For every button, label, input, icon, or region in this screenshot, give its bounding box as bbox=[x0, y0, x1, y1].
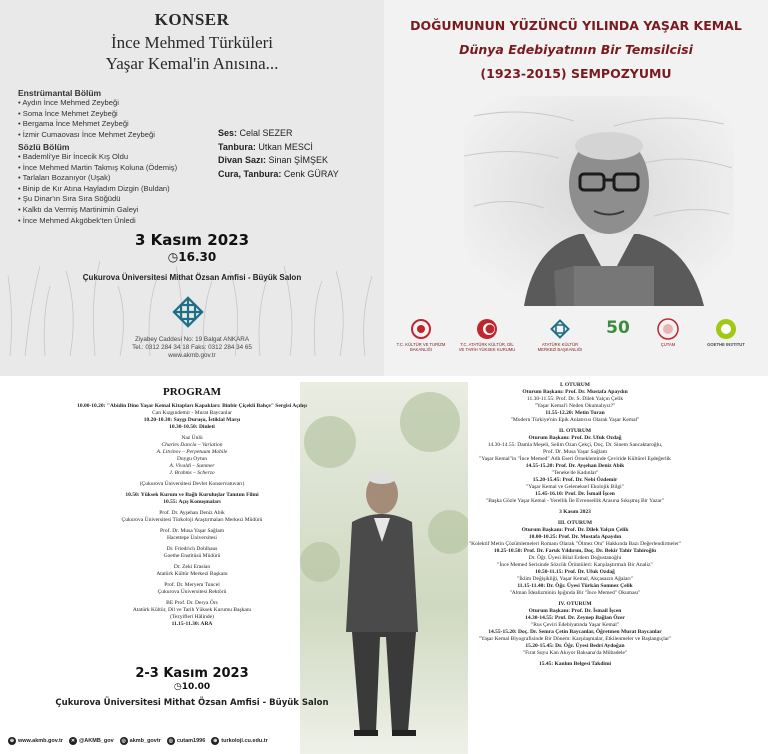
program-line: J. Brahms – Scherzo bbox=[169, 470, 215, 476]
symposium-years: (1923-2015) SEMPOZYUMU bbox=[480, 66, 672, 81]
akm-knot-logo-icon bbox=[168, 292, 208, 332]
list-item: • Kalktı da Vermiş Martinimin Galeyi bbox=[18, 205, 177, 216]
program-line: IV. OTURUM bbox=[558, 601, 592, 607]
performer-name: Celal SEZER bbox=[239, 128, 293, 138]
program-line: 11.30-11.55: Prof. Dr. S. Dilek Yalçın Çelik bbox=[526, 396, 624, 402]
program-right-column bbox=[390, 382, 760, 668]
program-line: "Rus Çeviri Edebiyatında Yaşar Kemal" bbox=[530, 622, 620, 628]
program-line: BE Prof. Dr. Derya Örs bbox=[166, 600, 218, 606]
program-line: "Yaşar Kemal'i Neden Okumalıyız?" bbox=[534, 403, 616, 409]
cutam-emblem-icon bbox=[657, 318, 679, 340]
ministry-emblem-icon bbox=[410, 318, 432, 340]
list-item: • İzmir Cumaovası İnce Mehmet Zeybeği bbox=[18, 130, 155, 141]
knot-emblem-icon bbox=[549, 318, 571, 340]
contact-address: Ziyabey Caddesi No: 19 Balgat ANKARA bbox=[134, 336, 250, 343]
program-line: Atatürk Kültür Merkezi Başkanı bbox=[156, 571, 228, 577]
program-line: 10.00-10.20: "Abidin Dino Yaşar Kemal Kitapları Kapakları: Binbir Çiçekli Bahçe" Sergisi Açılışı bbox=[77, 403, 307, 409]
program-line: 14.55-15.20: Doç. Dr. Semra Çetin Baycanlar, Öğretmen Murat Baycanlar bbox=[488, 629, 662, 635]
program-line: "Yaşar Kemal Biyografisinde Bir Dönem: Karşılaşmalar, Etkilenmeler ve Başlangıçlar" bbox=[478, 636, 672, 642]
program-line: 15.20-15.45: Dr. Öğr. Üyesi Bedri Aydoğan bbox=[525, 643, 625, 649]
program-line: Çukurova Üniversitesi Rektörü bbox=[157, 589, 227, 595]
goethe-emblem-icon bbox=[715, 318, 737, 340]
contact-web: www.akmb.gov.tr bbox=[168, 352, 216, 359]
vocal-list bbox=[18, 152, 177, 226]
sponsor-logo bbox=[646, 318, 690, 347]
list-item: • Bergama İnce Mehmet Zeybeği bbox=[18, 119, 155, 130]
twitter-icon: ✕ bbox=[70, 738, 76, 744]
social-handle: @AKMB_gov bbox=[78, 738, 114, 744]
program-line: "Teneke'de Kadınlar" bbox=[551, 470, 599, 476]
program-line: "İklim Değişikliği, Yaşar Kemal, Akçasazın Ağaları" bbox=[517, 576, 633, 582]
program-line: 14.30-14.55: Damla Meşeli, Selim Ozan Çekçi, Doç. Dr. Sinem Sancaktaroğlu, bbox=[487, 442, 663, 448]
program-line: 11.15-11.40: Dr. Öğr. Üyesi Türkân Somnez Çelik bbox=[517, 583, 633, 589]
program-poster bbox=[0, 376, 768, 754]
contact-phone: Tel.: 0312 284 34 18 Faks: 0312 284 34 65 bbox=[132, 344, 252, 351]
sponsor-name: ATATÜRK KÜLTÜR MERKEZİ BAŞKANLIĞI bbox=[537, 342, 583, 352]
program-line: Prof. Dr. Ayşehan Deniz Abik bbox=[159, 510, 225, 516]
concert-subtitle: Yaşar Kemal'in Anısına... bbox=[105, 54, 279, 73]
sponsor-name: ÇUTAM bbox=[660, 342, 676, 347]
program-line: 10.30-10.50: Dinleti bbox=[169, 424, 215, 430]
list-item: • İnce Mehmed Akgöbek'ten Ünledi bbox=[18, 216, 177, 227]
performer-role: Cura, Tanbura: bbox=[218, 168, 282, 179]
program-line: Oturum Başkanı: Prof. Dr. Mustafa Apaydın bbox=[522, 389, 628, 395]
performer bbox=[218, 127, 339, 141]
performer bbox=[218, 168, 339, 182]
sponsor-name: T.C. KÜLTÜR VE TURİZM BAKANLIĞI bbox=[396, 342, 446, 352]
sponsor-logo bbox=[698, 318, 754, 347]
concert-heading: KONSER bbox=[154, 10, 230, 29]
program-line: 11.55-12.20: Metin Turan bbox=[545, 410, 605, 416]
program-line: Naz Ünlü bbox=[181, 435, 203, 441]
program-line: A. Litvinov – Perpetuum Mobile bbox=[156, 449, 228, 455]
list-item: • Tarlaları Bozanıyor (Uşak) bbox=[18, 173, 177, 184]
instrumental-list bbox=[18, 98, 155, 140]
program-line: "İnce Memed Serisinde Sözcük Örüntüleri: Karşılaştırmalı Bir Analiz" bbox=[497, 562, 653, 568]
performer bbox=[218, 141, 339, 155]
symposium-date: 2-3 Kasım 2023 bbox=[135, 666, 249, 681]
program-line: Çukurova Üniversitesi Türkoloji Araştırmaları Merkezi Müdürü bbox=[121, 517, 263, 523]
social-handle: akmb_govtr bbox=[129, 738, 161, 744]
program-line: Oturum Başkanı: Prof. Dr. Ufuk Ozdağ bbox=[528, 435, 622, 441]
instrumental-heading: Enstrümantal Bölüm bbox=[18, 88, 102, 98]
program-line: "Modern Türkiye'nin Epik Anlatıcısı Olarak Yaşar Kemal" bbox=[510, 417, 640, 423]
program-line: (Çukurova Üniversitesi Devlet Konservatuvarı) bbox=[139, 481, 245, 487]
program-line: 10.25-10.50: Prof. Dr. Faruk Yıldırım, Doç. Dr. Bekir Tahir Tahiroğlu bbox=[493, 548, 657, 554]
performer-role: Divan Sazı: bbox=[218, 155, 267, 165]
social-links bbox=[8, 737, 368, 745]
clock-icon: ◷ bbox=[167, 250, 179, 264]
program-line: "Fırat Suyu Kan Akıyor Baksana'da Mübadele" bbox=[522, 650, 628, 656]
performer bbox=[218, 154, 339, 168]
social-handle: www.akmb.gov.tr bbox=[18, 738, 63, 744]
program-line: "Başka Gözle Yaşar Kemal - Yerellik İle Evrensellik Arasına Sıkışmış Bir Yazar" bbox=[485, 498, 665, 504]
program-line: I. OTURUM bbox=[560, 382, 590, 388]
social-link[interactable] bbox=[167, 737, 205, 745]
program-line: 14.30-14.55: Prof. Dr. Zeynep Bağlan Özer bbox=[525, 615, 625, 621]
social-link[interactable] bbox=[8, 737, 63, 745]
symposium-venue: Çukurova Üniversitesi Mithat Özsan Amfisi - Büyük Salon bbox=[55, 698, 329, 708]
program-line: "Alman İdealizminin Işığında Bir "İnce Memed" Okuması" bbox=[509, 590, 641, 596]
social-link[interactable] bbox=[69, 737, 114, 745]
list-item: • Şu Dinar'ın Sıra Sıra Söğüdü bbox=[18, 194, 177, 205]
sponsor-name: GOETHE INSTITUT bbox=[707, 342, 745, 347]
program-line: Prof. Dr. Musa Yaşar Sağlam bbox=[542, 449, 607, 455]
performer-name: Cenk GÜRAY bbox=[283, 168, 339, 179]
program-line: Charles Dancla – Variation bbox=[161, 442, 223, 448]
program-left-column bbox=[0, 403, 384, 628]
symposium-panel bbox=[384, 0, 768, 376]
concert-subtitle: İnce Mehmed Türküleri bbox=[110, 33, 274, 52]
symposium-subtitle: Dünya Edebiyatının Bir Temsilcisi bbox=[459, 42, 693, 57]
web-icon: ⊕ bbox=[9, 738, 15, 744]
program-line: "Yaşar Kemal ve Geleneksel Ekolojik Bilgi" bbox=[526, 484, 624, 490]
program-line: 14.55-15.20: Prof. Dr. Ayşehan Deniz Abik bbox=[525, 463, 625, 469]
program-line: Duygu Oytun bbox=[176, 456, 208, 462]
web-icon: ⊕ bbox=[213, 738, 218, 744]
program-line: 10.50: Yüksek Kurum ve Bağlı Kuruluşlar Tanıtım Filmi bbox=[125, 492, 259, 498]
performer-role: Tanbura: bbox=[218, 141, 256, 152]
program-line: 11.15-11.30: ARA bbox=[171, 621, 213, 627]
list-item: • Bademli'ye Bir İncecik Kış Oldu bbox=[18, 152, 177, 163]
performer-role: Ses: bbox=[218, 128, 238, 138]
program-line: 15.20-15.45: Prof. Dr. Nebi Özdemir bbox=[532, 477, 618, 483]
program-line: Dr. Friedrich Dohlhaus bbox=[166, 546, 218, 552]
program-line: 15.45-16.10: Prof. Dr. İsmail İşcen bbox=[535, 491, 615, 497]
program-line: 10.00-10.25: Prof. Dr. Mustafa Apaydın bbox=[528, 534, 622, 540]
sponsor-logo bbox=[600, 318, 636, 340]
program-line: 10.55: Açış Konuşmaları bbox=[163, 499, 221, 505]
program-line: Can Kızgındemir - Murat Baycanlar bbox=[152, 410, 232, 416]
program-line: Oturum Başkanı: Prof. Dr. İsmail İşcen bbox=[528, 608, 622, 614]
program-line: 10.20-10.30: Saygı Duruşu, İstiklal Marşı bbox=[143, 417, 241, 423]
program-line: Prof. Dr. Musa Yaşar Sağlam bbox=[159, 528, 224, 534]
program-line: "Kolektif Metin Çözümlemeleri Romanı Olarak "Ölmez Otu" Hakkında Bazı Değerlendirmeler" bbox=[468, 541, 682, 547]
list-item: • İnce Mehmed Martin Takmış Koluna (Ödemiş) bbox=[18, 163, 177, 174]
social-link[interactable] bbox=[120, 737, 161, 745]
program-line: "Yaşar Kemal"in "İnce Memed" Adlı Eseri Örnekleminde Çeviride Kültürel Eşdeğerlik bbox=[479, 456, 671, 462]
program-line: 15.45: Kanlım Belgesi Takdimi bbox=[538, 661, 612, 667]
sponsor-logo bbox=[458, 318, 516, 352]
program-line: Oturum Başkanı: Prof. Dr. Dilek Yalçın Çelik bbox=[521, 527, 629, 533]
performers-list bbox=[218, 127, 339, 181]
concert-date: 3 Kasım 2023 bbox=[134, 231, 250, 249]
list-item: • Aydın İnce Mehmed Zeybeği bbox=[18, 98, 155, 109]
list-item: • Soma İnce Mehmet Zeybeği bbox=[18, 109, 155, 120]
social-handle: turkoloji.cu.edu.tr bbox=[221, 738, 268, 744]
program-line: II. OTURUM bbox=[558, 428, 592, 434]
sponsor-logo bbox=[534, 318, 586, 352]
anniversary-logo: 50 bbox=[606, 318, 630, 338]
concert-panel bbox=[0, 0, 384, 376]
program-line: 3 Kasım 2023 bbox=[559, 509, 591, 515]
instagram-icon: ◎ bbox=[121, 738, 126, 744]
program-line: Atatürk Kültür, Dil ve Tarih Yüksek Kurumu Başkanı bbox=[132, 607, 252, 613]
sponsor-logo bbox=[396, 318, 446, 352]
instagram-icon: ◎ bbox=[168, 738, 174, 744]
social-handle: cutam1996 bbox=[176, 738, 206, 744]
program-line: Dr. Zeki Eraslan bbox=[173, 564, 211, 570]
concert-venue: Çukurova Üniversitesi Mithat Özsan Amfisi - Büyük Salon bbox=[82, 273, 302, 282]
symposium-time bbox=[0, 682, 384, 692]
performer-name: Sinan ŞİMŞEK bbox=[268, 155, 329, 165]
program-line: Dr. Öğr. Üyesi Bilal Erdem Doğustanoğlu bbox=[528, 555, 622, 561]
program-line: 10.50-11.15: Prof. Dr. Ufuk Ozdağ bbox=[535, 569, 615, 575]
program-line: Goethe Enstitüsü Müdürü bbox=[163, 553, 221, 559]
program-line: A. Vivaldi – Summer bbox=[169, 463, 215, 469]
program-line: Hacettepe Üniversitesi bbox=[167, 535, 217, 541]
sponsor-name: T.C. ATATÜRK KÜLTÜR, DİL VE TARİH YÜKSEK KURUMU bbox=[458, 342, 516, 352]
concert-time-value: 16.30 bbox=[178, 250, 217, 264]
portrait-illustration bbox=[464, 96, 734, 306]
performer-name: Utkan MESCİ bbox=[258, 141, 313, 152]
program-line: (Tezyifleri Hâlinde) bbox=[170, 614, 214, 620]
concert-poster bbox=[0, 0, 768, 376]
list-item: • Binip de Kır Atına Hayladım Dizgin (Buldan) bbox=[18, 184, 177, 195]
program-line: Prof. Dr. Meryem Tuncel bbox=[164, 582, 220, 588]
program-line: III. OTURUM bbox=[557, 520, 593, 526]
program-heading: PROGRAM bbox=[162, 386, 222, 398]
crescent-emblem-icon bbox=[476, 318, 498, 340]
symposium-title: DOĞUMUNUN YÜZÜNCÜ YILINDA YAŞAR KEMAL bbox=[410, 18, 742, 33]
vocal-heading: Sözlü Bölüm bbox=[18, 142, 70, 152]
concert-time bbox=[0, 250, 384, 264]
social-link[interactable] bbox=[211, 737, 267, 745]
clock-icon: ◷ bbox=[173, 682, 182, 692]
symposium-time-value: 10.00 bbox=[181, 682, 211, 692]
